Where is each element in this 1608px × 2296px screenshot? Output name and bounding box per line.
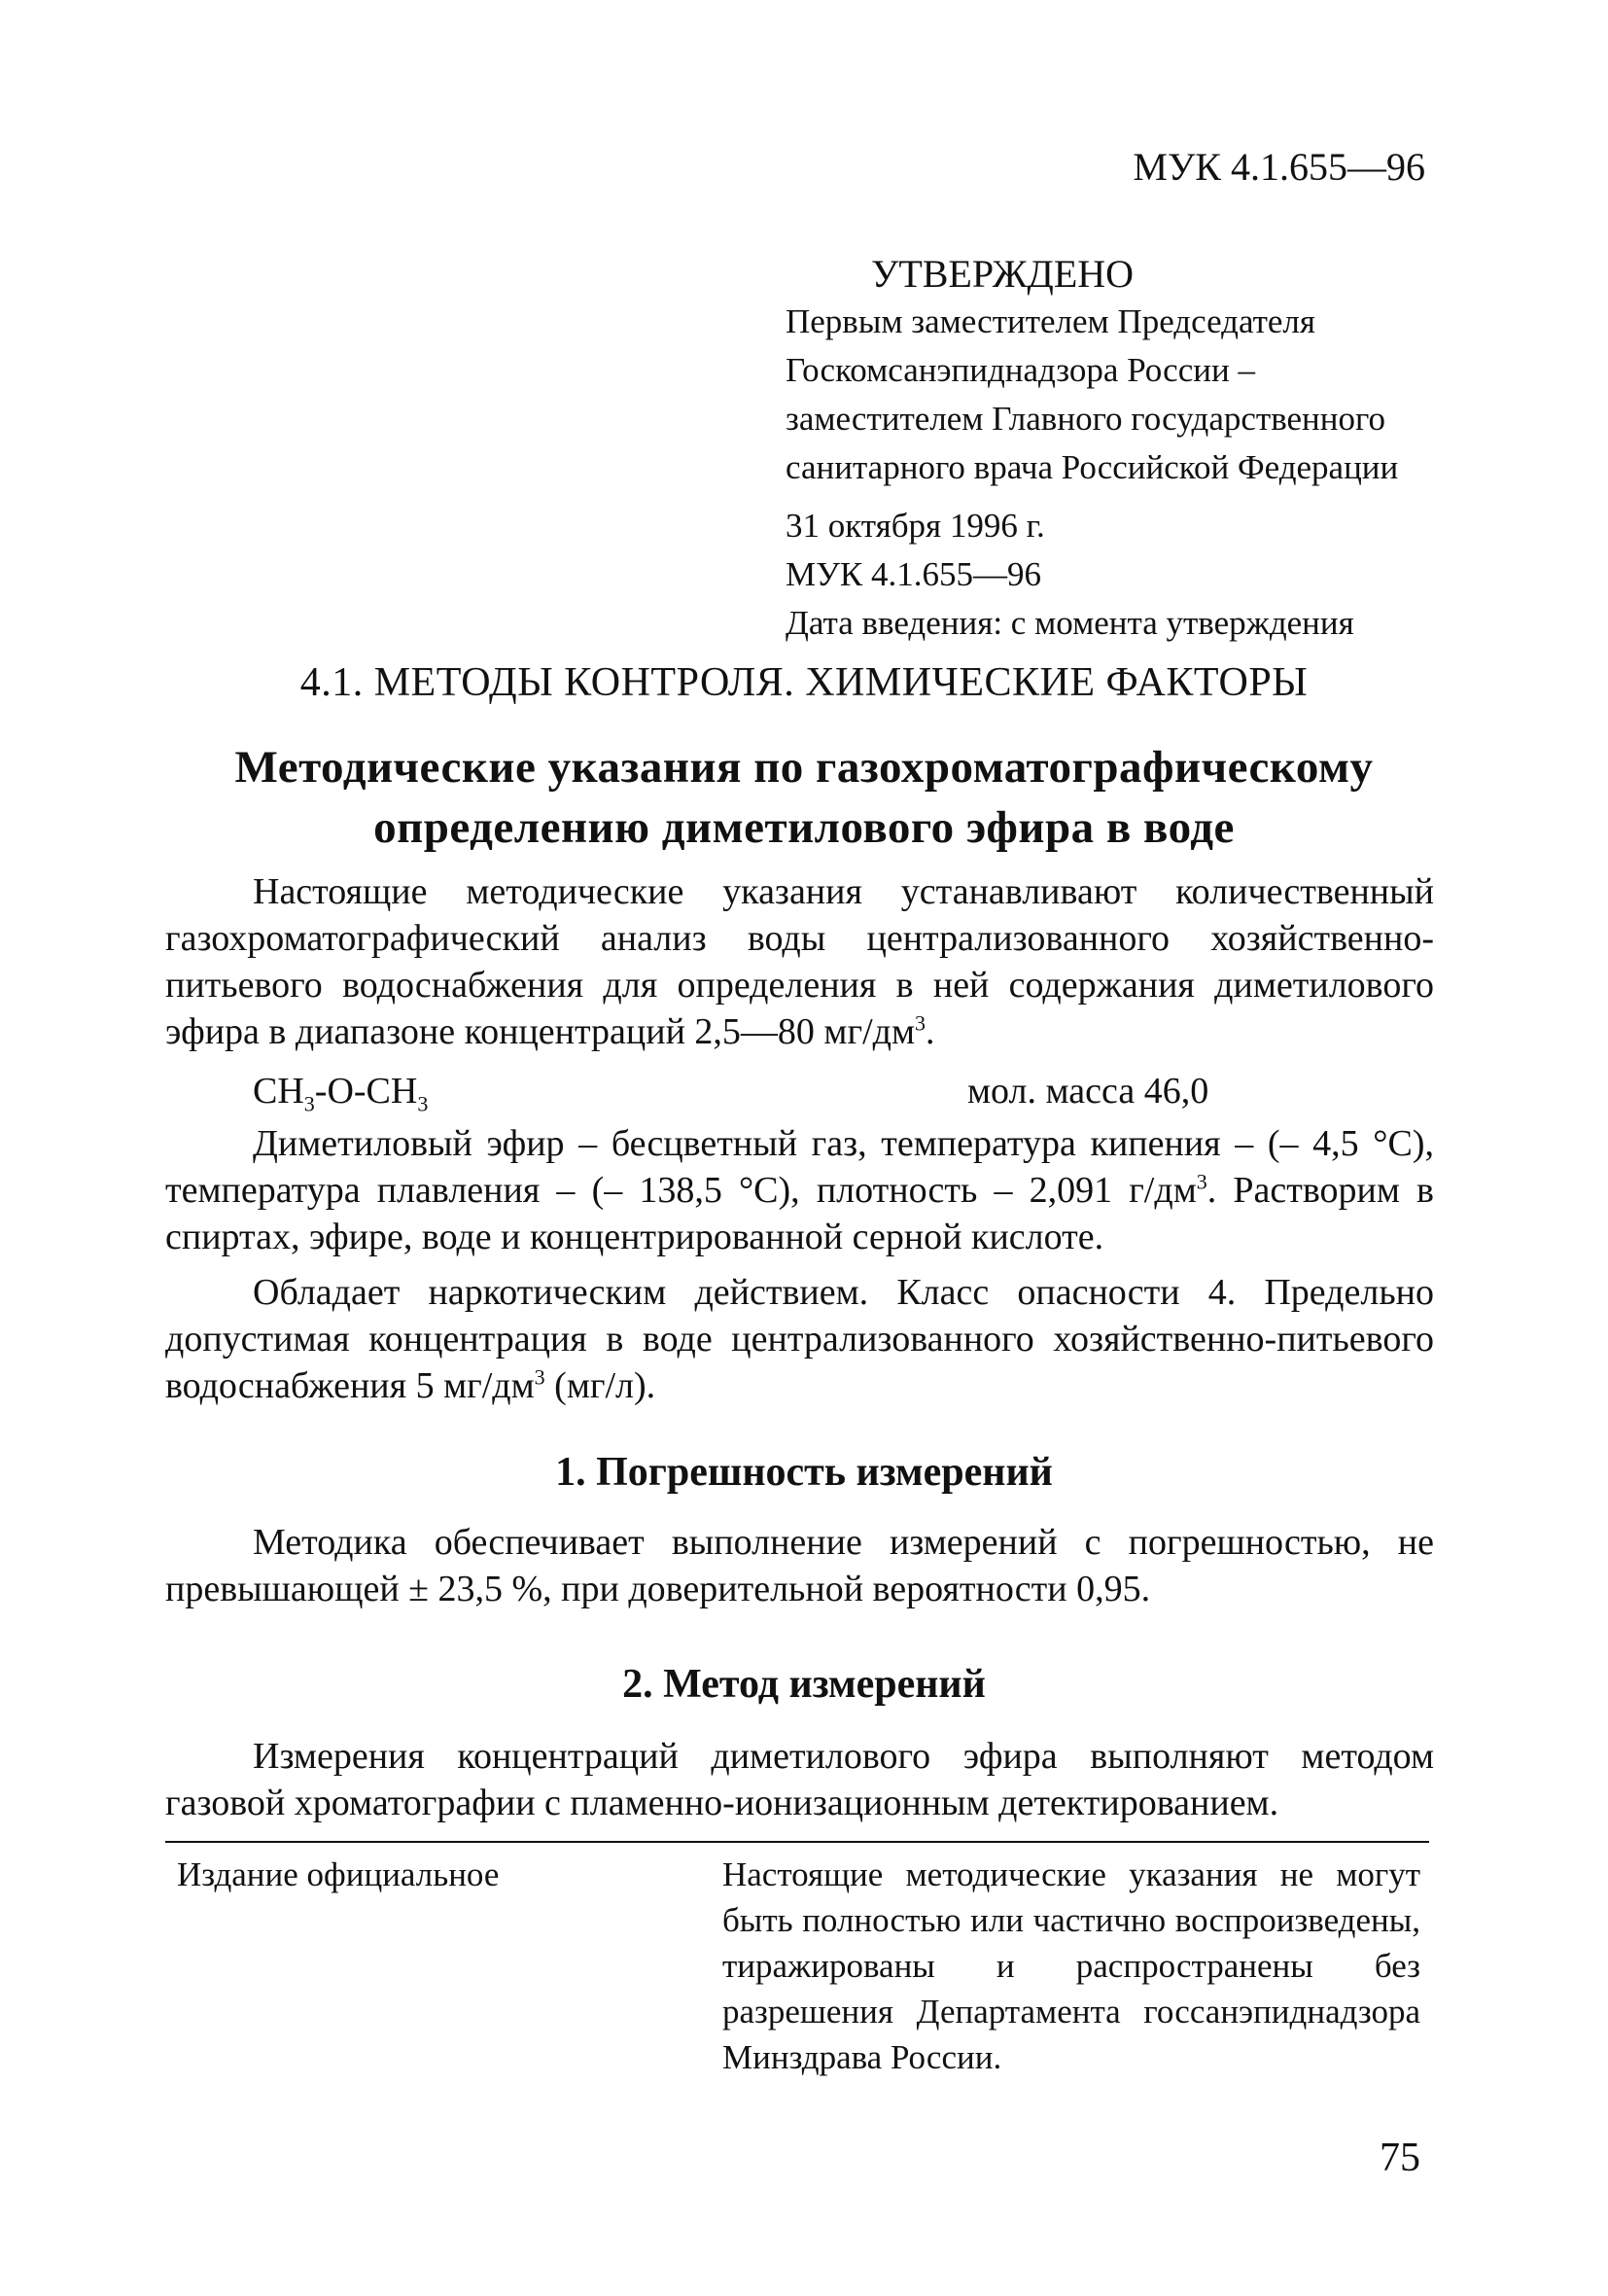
section-label: 4.1. МЕТОДЫ КОНТРОЛЯ. ХИМИЧЕСКИЕ ФАКТОРЫ	[299, 660, 1309, 705]
approval-line: Госкомсанэпиднадзора России –	[786, 351, 1255, 389]
chemical-formula: $CH_3-O-CH_3$	[253, 1071, 429, 1116]
molar-mass: мол. масса 46,0	[967, 1071, 1209, 1112]
section-paragraph: Измерения концентраций диметилового эфира выполняют методом газовой хроматографии с пламенно-ионизационным детектированием.	[165, 1736, 1434, 1823]
document-title	[0, 737, 1608, 858]
official-edition-label: Издание официальное	[177, 1855, 500, 1893]
hazard-paragraph: Обладает наркотическим действием. Класс опасности 4. Предельно допустимая концентрация в воде централизованного хозяйственно-питьевого водоснабжения 5 $мг/дм^3$ (мг/л).	[165, 1272, 1434, 1406]
approval-title: УТВЕРЖДЕНО	[871, 252, 1135, 296]
intro-paragraph: Настоящие методические указания устанавливают количественный газохроматографический анализ воды централизованного хозяйственно-питьевого водоснабжения для определения в ней содержания диметилового эфира в диапазоне концентраций 2,5—80 $мг/дм^3$.	[165, 871, 1434, 1052]
approval-line: санитарного врача Российской Федерации	[786, 448, 1399, 486]
title-line: Методические указания по газохроматографическому	[234, 742, 1374, 793]
copyright-notice: Настоящие методические указания не могут быть полностью или частично воспроизведены, тиражированы и распространены без разрешения Департамента госсанэпиднадзора Минздрава России.	[722, 1855, 1420, 2076]
document-code: МУК 4.1.655—96	[1133, 145, 1425, 189]
title-line: определению диметилового эфира в воде	[373, 802, 1235, 853]
approval-line: Первым заместителем Председателя	[786, 302, 1315, 340]
properties-paragraph: Диметиловый эфир – бесцветный газ, температура кипения – (– 4,5 °C), температура плавления – (– 138,5 °C), плотность – 2,091 $г/дм^3$. Растворим в спиртах, эфире, воде и концентрированной серной кислоте.	[165, 1123, 1435, 1257]
footer-divider	[165, 1841, 1429, 1843]
section-heading: 2. Метод измерений	[622, 1662, 986, 1707]
effective-date: Дата введения: с момента утверждения	[786, 604, 1354, 642]
page-number: 75	[1380, 2136, 1420, 2180]
approval-block	[786, 251, 1447, 648]
approval-code: МУК 4.1.655—96	[786, 555, 1041, 593]
formula-row	[253, 1070, 1419, 1117]
section-paragraph: Методика обеспечивает выполнение измерений с погрешностью, не превышающей ± 23,5 %, при доверительной вероятности 0,95.	[165, 1522, 1434, 1609]
approval-line: заместителем Главного государственного	[786, 400, 1385, 438]
section-heading: 1. Погрешность измерений	[555, 1450, 1053, 1495]
approval-date: 31 октября 1996 г.	[786, 507, 1045, 545]
